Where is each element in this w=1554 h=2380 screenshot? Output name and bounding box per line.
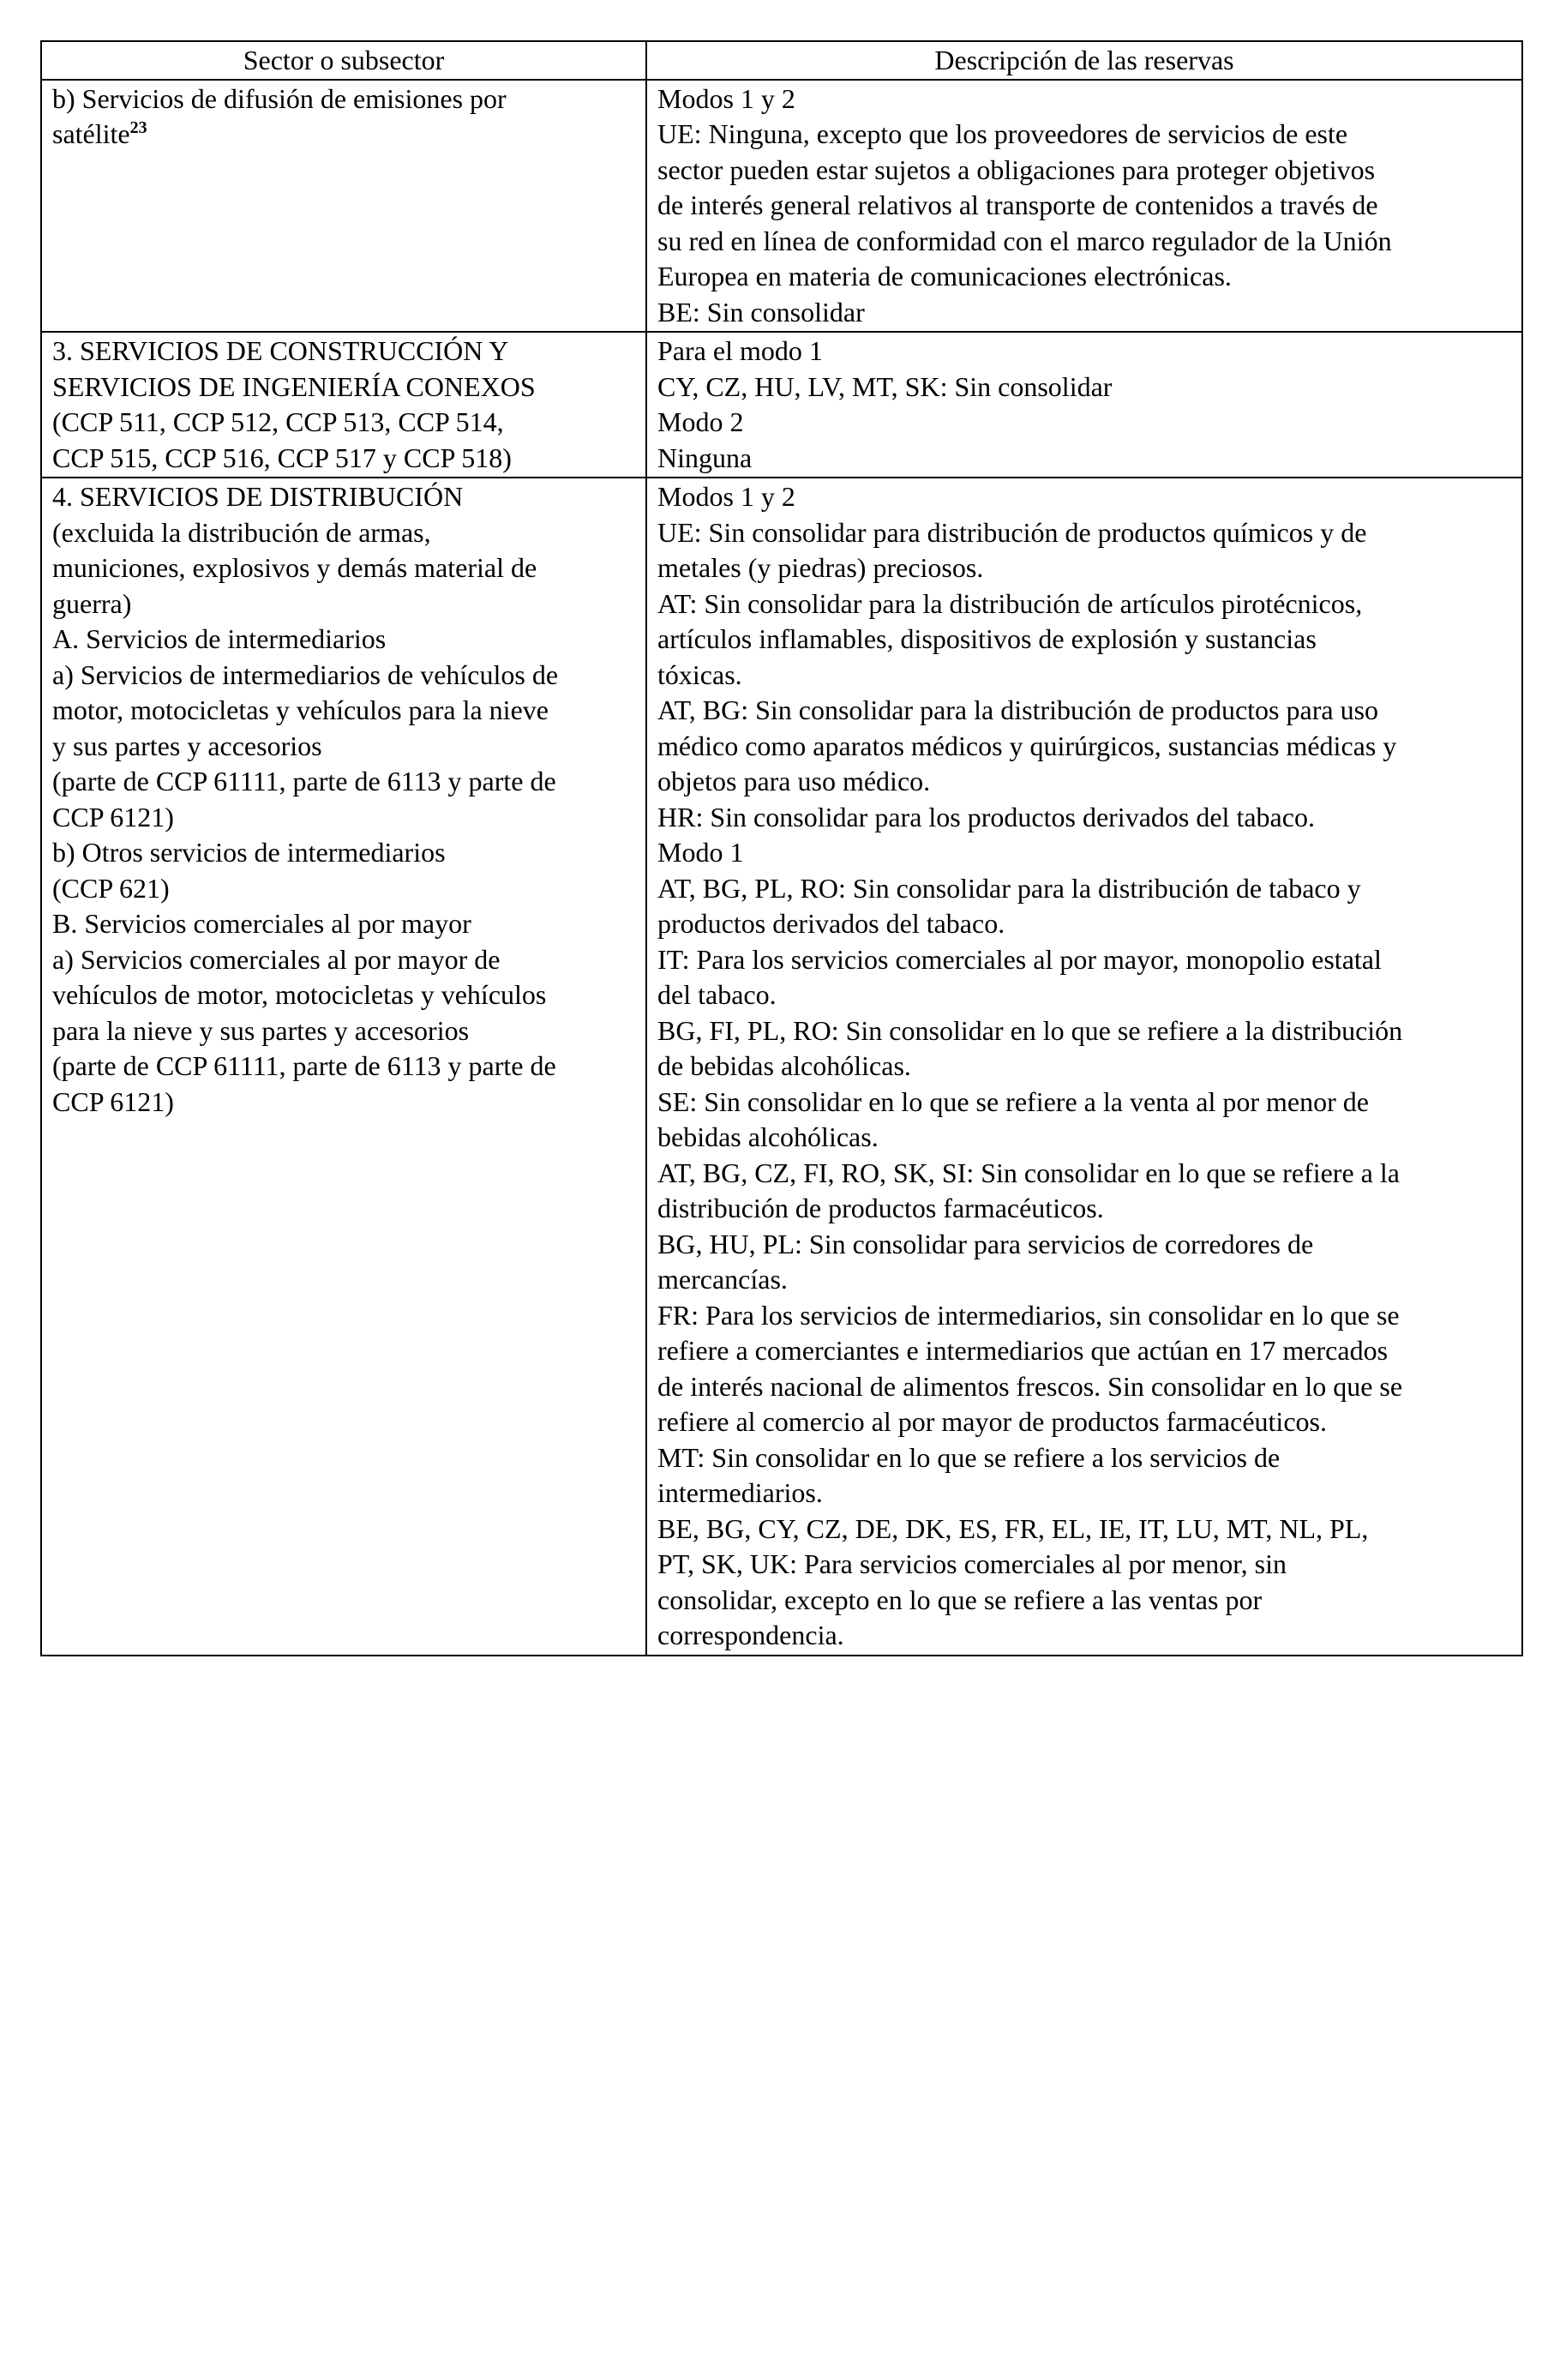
sector-line-text: (excluida la distribución de armas, bbox=[52, 516, 431, 548]
description-line: IT: Para los servicios comerciales al por mayor, monopolio estatal bbox=[657, 943, 1382, 975]
description-line: AT, BG, CZ, FI, RO, SK, SI: Sin consolidar en lo que se refiere a la bbox=[657, 1157, 1400, 1188]
description-line: Modo 2 bbox=[657, 406, 744, 437]
sector-line bbox=[52, 550, 635, 586]
description-line: distribución de productos farmacéuticos. bbox=[657, 1193, 1104, 1223]
table-body bbox=[41, 80, 1522, 1656]
description-line: correspondencia. bbox=[657, 1620, 844, 1650]
description-line: BG, HU, PL: Sin consolidar para servicios de corredores de bbox=[657, 1228, 1314, 1259]
sector-line bbox=[52, 942, 635, 978]
sector-line bbox=[52, 977, 635, 1013]
sector-line bbox=[52, 729, 635, 765]
sector-line bbox=[52, 515, 635, 551]
sector-line-text: (parte de CCP 61111, parte de 6113 y parte de bbox=[52, 766, 556, 796]
sector-line bbox=[52, 405, 635, 441]
sector-line bbox=[52, 479, 635, 515]
sector-cell bbox=[41, 80, 646, 333]
header-description: Descripción de las reservas bbox=[646, 41, 1522, 80]
sector-line-text: para la nieve y sus partes y accesorios bbox=[52, 1014, 470, 1046]
description-line: BG, FI, PL, RO: Sin consolidar en lo que se refiere a la distribución bbox=[657, 1014, 1403, 1046]
description-line: Europea en materia de comunicaciones electrónicas. bbox=[657, 261, 1232, 291]
description-line: Para el modo 1 bbox=[657, 335, 823, 366]
description-line: mercancías. bbox=[657, 1264, 788, 1295]
sector-line-text: y sus partes y accesorios bbox=[52, 730, 322, 761]
description-line: objetos para uso médico. bbox=[657, 766, 931, 796]
description-cell bbox=[646, 80, 1522, 333]
description-line: productos derivados del tabaco. bbox=[657, 908, 1005, 939]
description-line: FR: Para los servicios de intermediarios, sin consolidar en lo que se bbox=[657, 1299, 1400, 1331]
description-line: SE: Sin consolidar en lo que se refiere a la venta al por menor de bbox=[657, 1085, 1369, 1117]
description-line: Modos 1 y 2 bbox=[657, 481, 795, 512]
sector-line-text: motor, motocicletas y vehículos para la nieve bbox=[52, 694, 549, 725]
sector-line bbox=[52, 800, 635, 836]
description-line: médico como aparatos médicos y quirúrgicos, sustancias médicas y bbox=[657, 730, 1397, 761]
sector-line-text: B. Servicios comerciales al por mayor bbox=[52, 908, 471, 939]
table-row bbox=[41, 80, 1522, 333]
sector-line-text: vehículos de motor, motocicletas y vehículos bbox=[52, 979, 547, 1010]
sector-line bbox=[52, 871, 635, 907]
sector-line bbox=[52, 835, 635, 871]
description-line: consolidar, excepto en lo que se refiere a las ventas por bbox=[657, 1584, 1263, 1615]
sector-line-text: CCP 6121) bbox=[52, 1085, 174, 1117]
sector-line bbox=[52, 1049, 635, 1085]
description-line: CY, CZ, HU, LV, MT, SK: Sin consolidar bbox=[657, 370, 1113, 402]
sector-line bbox=[52, 906, 635, 942]
sector-line-text: (CCP 511, CCP 512, CCP 513, CCP 514, bbox=[52, 406, 504, 437]
description-line: UE: Ninguna, excepto que los proveedores de servicios de este bbox=[657, 118, 1348, 149]
description-line: artículos inflamables, dispositivos de explosión y sustancias bbox=[657, 623, 1317, 654]
sector-line-text: SERVICIOS DE INGENIERÍA CONEXOS bbox=[52, 370, 536, 402]
sector-line bbox=[52, 658, 635, 694]
description-line: de interés nacional de alimentos frescos. Sin consolidar en lo que se bbox=[657, 1370, 1403, 1402]
description-line: Ninguna bbox=[657, 442, 753, 473]
description-line: de interés general relativos al transporte de contenidos a través de bbox=[657, 189, 1378, 220]
description-line: tóxicas. bbox=[657, 658, 742, 690]
table-row bbox=[41, 478, 1522, 1656]
description-line: su red en línea de conformidad con el marco regulador de la Unión bbox=[657, 225, 1392, 256]
description-line: Modos 1 y 2 bbox=[657, 82, 795, 114]
description-cell bbox=[646, 478, 1522, 1656]
sector-line-text: A. Servicios de intermediarios bbox=[52, 623, 387, 654]
description-line: de bebidas alcohólicas. bbox=[657, 1050, 911, 1081]
description-line: metales (y piedras) preciosos. bbox=[657, 552, 984, 583]
description-line: HR: Sin consolidar para los productos derivados del tabaco. bbox=[657, 801, 1315, 832]
sector-line bbox=[52, 1013, 635, 1049]
description-line: bebidas alcohólicas. bbox=[657, 1121, 879, 1152]
sector-line-text: CCP 515, CCP 516, CCP 517 y CCP 518) bbox=[52, 442, 512, 473]
sector-cell bbox=[41, 332, 646, 478]
description-line: refiere a comerciantes e intermediarios que actúan en 17 mercados bbox=[657, 1335, 1389, 1366]
sector-line bbox=[52, 81, 635, 117]
table-row bbox=[41, 332, 1522, 478]
sector-cell bbox=[41, 478, 646, 1656]
description-line: MT: Sin consolidar en lo que se refiere a los servicios de bbox=[657, 1441, 1281, 1473]
description-line: Modo 1 bbox=[657, 837, 744, 868]
description-line: AT: Sin consolidar para la distribución de artículos pirotécnicos, bbox=[657, 587, 1363, 619]
description-line: PT, SK, UK: Para servicios comerciales al por menor, sin bbox=[657, 1548, 1287, 1579]
sector-line-text: 3. SERVICIOS DE CONSTRUCCIÓN Y bbox=[52, 335, 509, 366]
sector-line bbox=[52, 441, 635, 477]
sector-line bbox=[52, 764, 635, 800]
reservations-table bbox=[40, 40, 1523, 1656]
description-line: AT, BG, PL, RO: Sin consolidar para la distribución de tabaco y bbox=[657, 872, 1361, 904]
sector-line-text: b) Servicios de difusión de emisiones por bbox=[52, 82, 507, 114]
sector-line-text: b) Otros servicios de intermediarios bbox=[52, 837, 446, 868]
sector-line-text: CCP 6121) bbox=[52, 801, 174, 832]
sector-line bbox=[52, 622, 635, 658]
description-line: BE: Sin consolidar bbox=[657, 296, 865, 328]
sector-line-text: guerra) bbox=[52, 587, 132, 619]
sector-line-text: (CCP 621) bbox=[52, 872, 170, 904]
sector-line bbox=[52, 693, 635, 729]
sector-line bbox=[52, 370, 635, 406]
sector-line bbox=[52, 586, 635, 622]
sector-line-text: satélite bbox=[52, 118, 130, 149]
sector-line-text: municiones, explosivos y demás material de bbox=[52, 552, 537, 583]
sector-line-text: a) Servicios comerciales al por mayor de bbox=[52, 943, 501, 975]
description-line: BE, BG, CY, CZ, DE, DK, ES, FR, EL, IE, IT, LU, MT, NL, PL, bbox=[657, 1512, 1369, 1544]
description-line: del tabaco. bbox=[657, 979, 777, 1010]
sector-line-text: (parte de CCP 61111, parte de 6113 y parte de bbox=[52, 1050, 556, 1081]
sector-line bbox=[52, 334, 635, 370]
sector-line-text: 4. SERVICIOS DE DISTRIBUCIÓN bbox=[52, 481, 464, 512]
table-header-row bbox=[41, 41, 1522, 80]
sector-line-text: a) Servicios de intermediarios de vehículos de bbox=[52, 658, 559, 690]
description-line: refiere al comercio al por mayor de productos farmacéuticos. bbox=[657, 1406, 1327, 1437]
description-line: UE: Sin consolidar para distribución de productos químicos y de bbox=[657, 516, 1367, 548]
description-line: AT, BG: Sin consolidar para la distribución de productos para uso bbox=[657, 694, 1379, 725]
description-cell bbox=[646, 332, 1522, 478]
footnote-reference: 23 bbox=[129, 118, 147, 137]
sector-line bbox=[52, 117, 635, 153]
header-sector: Sector o subsector bbox=[41, 41, 646, 80]
description-line: intermediarios. bbox=[657, 1477, 823, 1508]
description-line: sector pueden estar sujetos a obligaciones para proteger objetivos bbox=[657, 153, 1376, 185]
sector-line bbox=[52, 1085, 635, 1121]
